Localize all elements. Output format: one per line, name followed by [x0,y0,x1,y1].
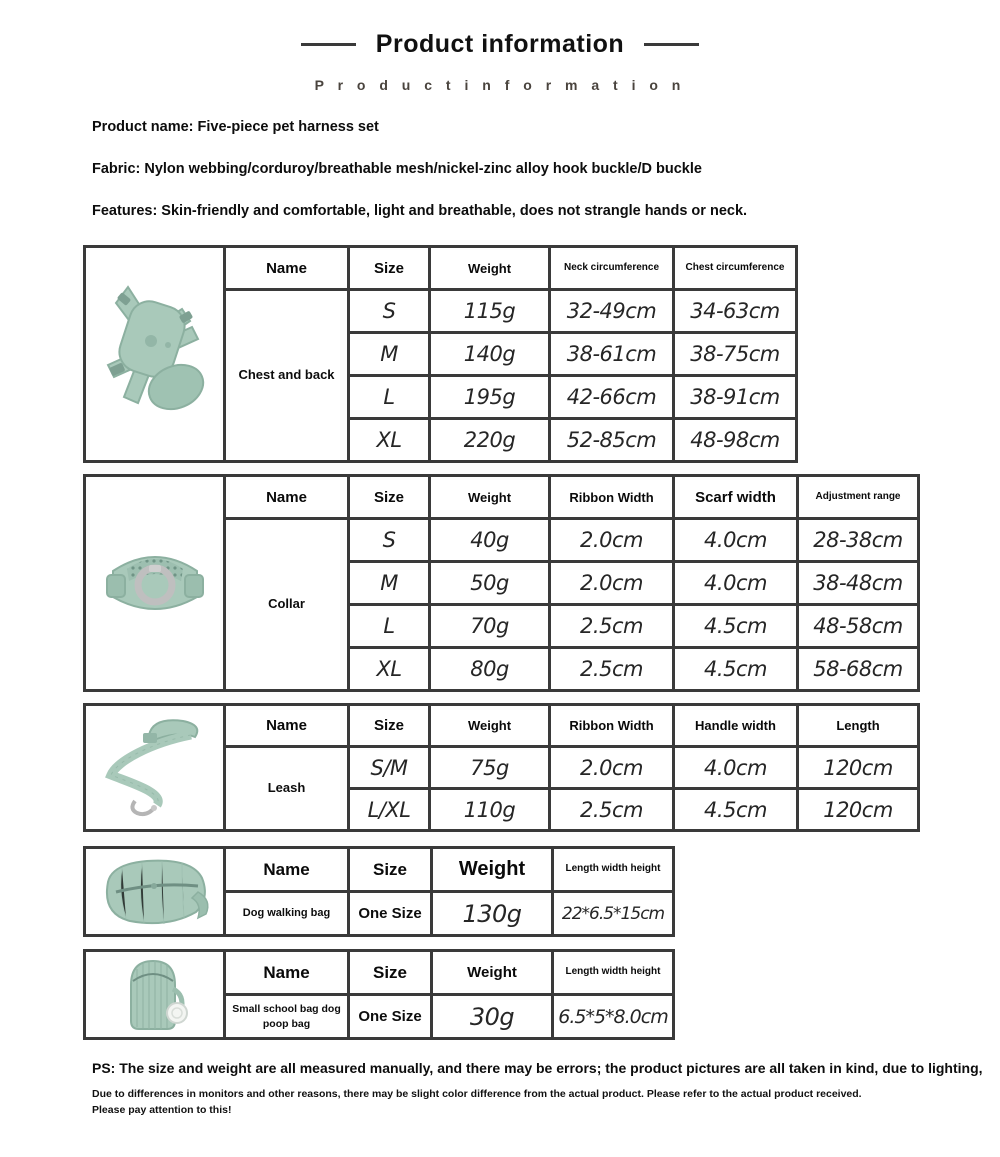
weight-cell: 115g [430,290,550,333]
table-header-row [85,705,919,747]
header-adjustment-range: Adjustment range [798,476,919,519]
header-weight: Weight [430,247,550,290]
weight-cell: 50g [430,562,550,605]
size-cell: One Size [349,995,432,1039]
header-name: Name [225,247,349,290]
ribbon-cell: 2.0cm [550,747,674,789]
weight-cell: 195g [430,376,550,419]
dimensions-cell: 6.5*5*8.0cm [553,995,674,1039]
size-cell: L [349,376,430,419]
size-cell: M [349,562,430,605]
chest-cell: 34-63cm [674,290,797,333]
weight-cell: 40g [430,519,550,562]
leash-illustration [91,709,219,827]
size-cell: L/XL [349,789,430,831]
neck-cell: 42-66cm [550,376,674,419]
header-weight: Weight [432,848,553,892]
size-cell: XL [349,648,430,691]
page-subtitle: P r o d u c t i n f o r m a t i o n [314,77,686,93]
header-size: Size [349,705,430,747]
weight-cell: 140g [430,333,550,376]
weight-cell: 220g [430,419,550,462]
collar-illustration [95,523,215,643]
harness-spec-table [83,245,798,463]
header-name: Name [225,476,349,519]
header-size: Size [349,848,432,892]
ribbon-cell: 2.0cm [550,562,674,605]
size-cell: S [349,519,430,562]
size-cell: XL [349,419,430,462]
header-length-width-height: Length width height [553,951,674,995]
walking-bag-spec-table [83,846,675,937]
range-cell: 28-38cm [798,519,919,562]
header-size: Size [349,476,430,519]
ps-bold-text: PS: The size and weight are all measured manually, and there may be errors; the product pictures are all taken in kind, due to lighting, [92,1060,983,1076]
poop-bag-spec-table [83,949,675,1040]
product-name-cell: Dog walking bag [225,892,349,936]
header-name: Name [225,951,349,995]
header-neck-circumference: Neck circumference [550,247,674,290]
ribbon-cell: 2.5cm [550,605,674,648]
dog-walking-bag-photo [85,848,225,936]
header-scarf-width: Scarf width [674,476,798,519]
weight-cell: 70g [430,605,550,648]
leash-photo [85,705,225,831]
scarf-cell: 4.5cm [674,648,798,691]
range-cell: 38-48cm [798,562,919,605]
ribbon-cell: 2.5cm [550,789,674,831]
weight-cell: 110g [430,789,550,831]
neck-cell: 38-61cm [550,333,674,376]
size-cell: M [349,333,430,376]
footer-note [92,1060,992,1119]
header-size: Size [349,951,432,995]
header-length-width-height: Length width height [553,848,674,892]
product-name-cell: Collar [225,519,349,691]
ribbon-cell: 2.0cm [550,519,674,562]
table-header-row [85,848,674,892]
table-header-row [85,951,674,995]
range-cell: 48-58cm [798,605,919,648]
length-cell: 120cm [798,747,919,789]
product-name-text: Product name: Five-piece pet harness set [92,119,379,135]
table-header-row [85,247,797,290]
size-cell: S [349,290,430,333]
header-name: Name [225,705,349,747]
collar-spec-table [83,474,920,692]
table-header-row [85,476,919,519]
leash-spec-table [83,703,920,832]
neck-cell: 52-85cm [550,419,674,462]
length-cell: 120cm [798,789,919,831]
small-school-bag-photo [85,951,225,1039]
handle-cell: 4.5cm [674,789,798,831]
scarf-cell: 4.0cm [674,519,798,562]
ps-small-text: Due to differences in monitors and other reasons, there may be slight color difference from the actual product. Please refer to the actual product received. Please pay attention to this! [92,1088,862,1117]
header-weight: Weight [430,476,550,519]
chest-cell: 38-75cm [674,333,797,376]
weight-cell: 130g [432,892,553,936]
fabric-text: Fabric: Nylon webbing/corduroy/breathable mesh/nickel-zinc alloy hook buckle/D buckle [92,161,702,177]
header-handle-width: Handle width [674,705,798,747]
title-line-left [301,43,356,46]
weight-cell: 80g [430,648,550,691]
product-name-cell: Small school bag dog poop bag [225,995,349,1039]
collar-photo [85,476,225,691]
school-bag-illustration [105,955,205,1035]
title-line-right [644,43,699,46]
size-cell: L [349,605,430,648]
header-length: Length [798,705,919,747]
product-name-cell: Leash [225,747,349,831]
scarf-cell: 4.0cm [674,562,798,605]
scarf-cell: 4.5cm [674,605,798,648]
intro-section [92,119,1000,219]
size-cell: S/M [349,747,430,789]
header-weight: Weight [430,705,550,747]
harness-photo [85,247,225,462]
header-name: Name [225,848,349,892]
walking-bag-illustration [92,852,218,932]
page-title: Product information [375,30,625,58]
neck-cell: 32-49cm [550,290,674,333]
chest-cell: 48-98cm [674,419,797,462]
weight-cell: 30g [432,995,553,1039]
ribbon-cell: 2.5cm [550,648,674,691]
range-cell: 58-68cm [798,648,919,691]
features-text: Features: Skin-friendly and comfortable, light and breathable, does not strangle hands or neck. [92,203,748,219]
header-weight: Weight [432,951,553,995]
header-ribbon-width: Ribbon Width [550,705,674,747]
header-ribbon-width: Ribbon Width [550,476,674,519]
product-name-cell: Chest and back [225,290,349,462]
header-chest-circumference: Chest circumference [674,247,797,290]
harness-illustration [94,269,216,439]
dimensions-cell: 22*6.5*15cm [553,892,674,936]
title-section [0,30,1000,59]
header-size: Size [349,247,430,290]
chest-cell: 38-91cm [674,376,797,419]
size-cell: One Size [349,892,432,936]
weight-cell: 75g [430,747,550,789]
handle-cell: 4.0cm [674,747,798,789]
